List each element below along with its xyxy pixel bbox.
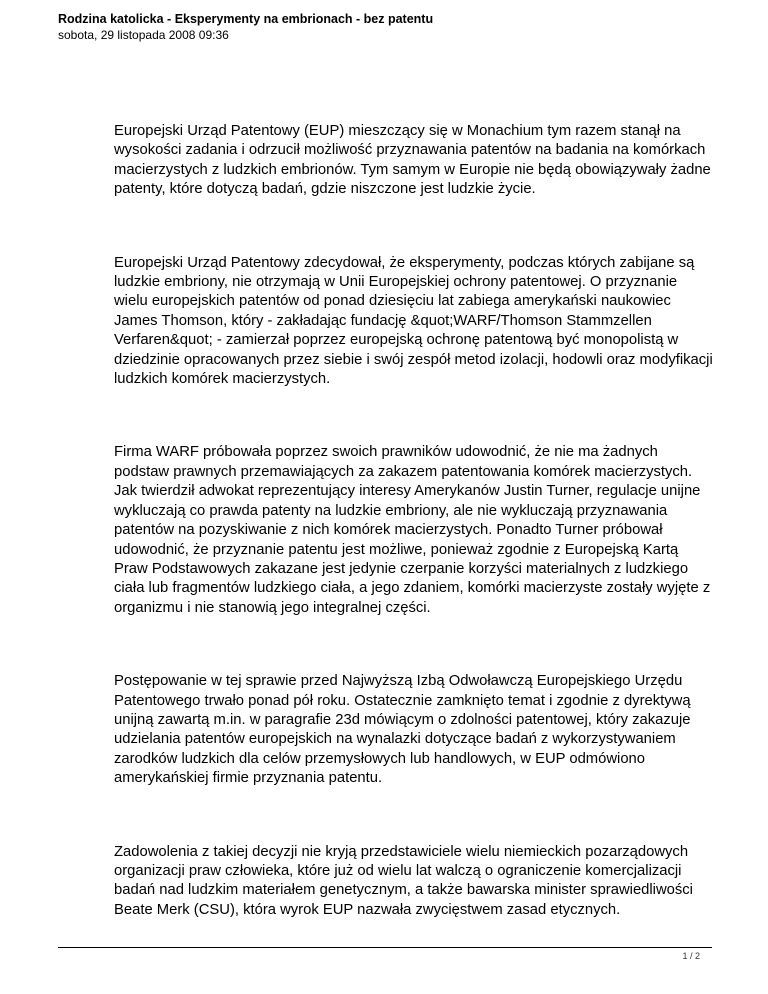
footer-divider — [58, 947, 712, 948]
page-number: 1 / 2 — [682, 951, 700, 961]
article-paragraph: Postępowanie w tej sprawie przed Najwyższą Izbą Odwoławczą Europejskiego Urzędu Patentowego trwało ponad pół roku. Ostatecznie zamknięto temat i zgodnie z dyrektywą unijną zawartą m.in. w paragrafie 23d mówiącym o zdolności patentowej, który zakazuje udzielania patentów europejskich na wynalazki dotyczące badań z wykorzystywaniem zarodków ludzkich dla celów przemysłowych lub handlowych, w EUP odmówiono amerykańskiej firmie przyznania patentu. — [114, 673, 691, 787]
document-title: Rodzina katolicka - Eksperymenty na embrionach - bez patentu — [58, 12, 434, 26]
article-paragraph: Europejski Urząd Patentowy (EUP) mieszczący się w Monachium tym razem stanął na wysokości zadania i odrzucił możliwość przyznawania patentów na badania na komórkach macierzystych z ludzkich embrionów. Tym samym w Europie nie będą obowiązywały żadne patenty, które dotyczą badań, gdzie niszczone jest ludzkie życie. — [114, 123, 711, 198]
article-body — [114, 122, 714, 920]
article-paragraph: Europejski Urząd Patentowy zdecydował, że eksperymenty, podczas których zabijane są ludzkie embriony, nie otrzymają w Unii Europejskiej ochrony patentowej. O przyznanie wielu europejskich patentów od ponad dziesięciu lat zabiega amerykański naukowiec James Thomson, który - zakładając fundację &quot;WARF/Thomson Stammzellen Verfaren&quot; - zamierzał poprzez europejską ochronę patentową być monopolistą w dziedzinie opracowanych przez siebie i swój zespół metod izolacji, hodowli oraz modyfikacji ludzkich komórek macierzystych. — [114, 254, 713, 388]
publication-date: sobota, 29 listopada 2008 09:36 — [58, 28, 229, 42]
article-paragraph: Zadowolenia z takiej decyzji nie kryją przedstawiciele wielu niemieckich pozarządowych organizacji praw człowieka, które już od wielu lat walczą o ograniczenie komercjalizacji badań nad ludzkim materiałem genetycznym, a także bawarska minister sprawiedliwości Beate Merk (CSU), która wyrok EUP nazwała zwycięstwem zasad etycznych. — [114, 843, 693, 918]
document-header — [58, 11, 718, 43]
article-paragraph: Firma WARF próbowała poprzez swoich prawników udowodnić, że nie ma żadnych podstaw prawnych przemawiających za zakazem patentowania komórek macierzystych. Jak twierdził adwokat reprezentujący interesy Amerykanów Justin Turner, regulacje unijne wykluczają co prawda patenty na ludzkie embriony, ale nie wykluczają przyznawania patentów na pozyskiwanie z nich komórek macierzystych. Ponadto Turner próbował udowodnić, że przyznanie patentu jest możliwe, ponieważ zgodnie z Europejską Kartą Praw Podstawowych zakazane jest jedynie czerpanie korzyści materialnych z ludzkiego ciała lub fragmentów ludzkiego ciała, a jego zdaniem, komórki macierzyste zostały wyjęte z organizmu i nie stanowią jego integralnej części. — [114, 444, 711, 616]
